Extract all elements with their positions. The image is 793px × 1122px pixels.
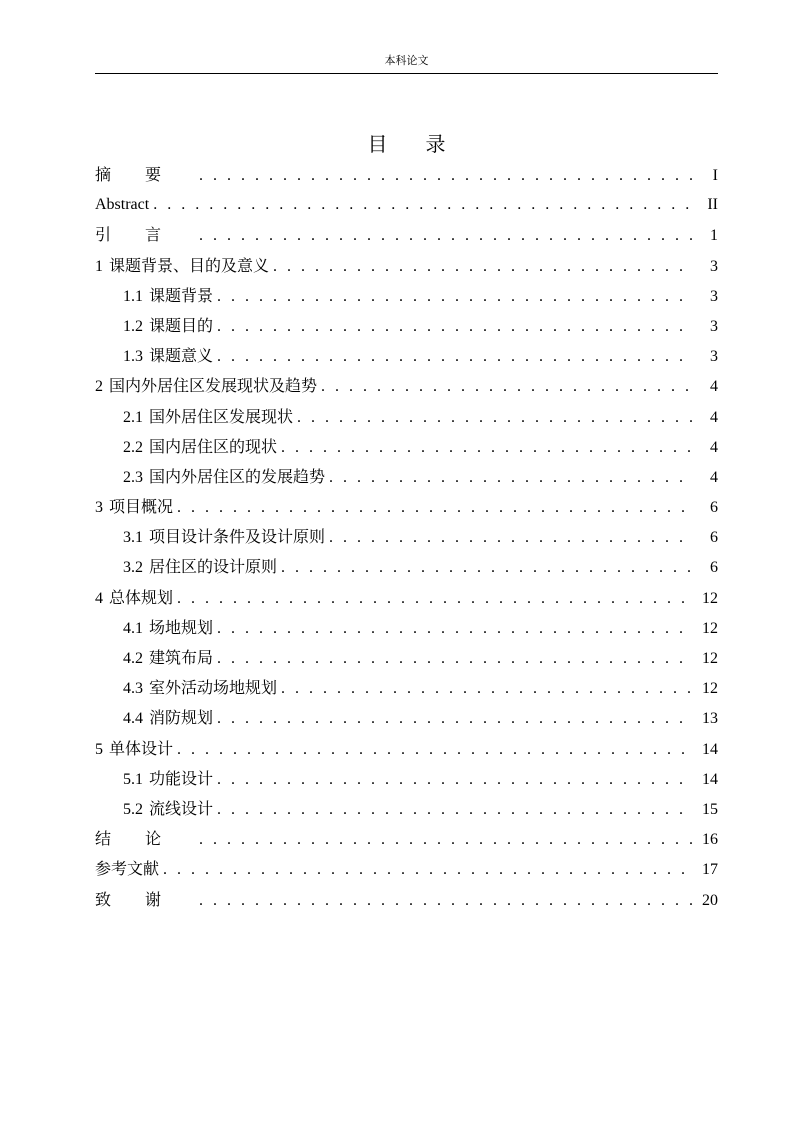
toc-entry-page-number: 4 xyxy=(710,438,718,456)
toc-entry-number: 4.4 xyxy=(123,710,143,728)
toc-entry-title xyxy=(95,160,195,190)
toc-entry-title xyxy=(95,220,195,250)
toc-entry-title xyxy=(123,552,277,583)
toc-entry-label: 居住区的设计原则 xyxy=(149,557,278,577)
dot-leader xyxy=(217,342,694,372)
toc-entry-number: 1.1 xyxy=(123,287,143,305)
toc-entry[interactable] xyxy=(95,673,718,703)
toc-entry-page-number: 14 xyxy=(702,740,718,758)
toc-entry-page-number: 14 xyxy=(702,770,718,788)
toc-entry[interactable] xyxy=(95,794,718,824)
toc-entry-number: 3.1 xyxy=(123,529,143,547)
toc-entry-label: 课题意义 xyxy=(149,346,214,366)
toc-entry[interactable] xyxy=(95,160,718,190)
toc-entry-title xyxy=(95,734,173,765)
dot-leader xyxy=(199,825,694,855)
toc-entry-page-number: 4 xyxy=(710,378,718,396)
toc-entry-page-number: 4 xyxy=(710,408,718,426)
toc-entry-title xyxy=(95,371,317,402)
toc-entry-title xyxy=(123,673,277,704)
toc-entry-label: 国外居住区发展现状 xyxy=(149,406,294,426)
toc-entry-label: 国内外居住区的发展趋势 xyxy=(149,466,326,486)
toc-entry-number: 4.3 xyxy=(123,680,143,698)
toc-entry-title xyxy=(95,190,149,220)
toc-entry-number: 2 xyxy=(95,378,103,396)
toc-entry-label: 摘要 xyxy=(95,165,196,184)
dot-leader xyxy=(217,282,694,312)
toc-entry[interactable] xyxy=(95,824,718,854)
toc-entry[interactable] xyxy=(95,281,718,311)
toc-entry-page-number: I xyxy=(712,167,718,184)
toc-entry-page-number: 12 xyxy=(702,619,718,637)
toc-entry-title xyxy=(95,824,195,854)
dot-leader xyxy=(177,584,694,614)
toc-title: 目录 xyxy=(367,132,484,156)
dot-leader xyxy=(163,855,694,885)
toc-entry[interactable] xyxy=(95,432,718,462)
toc-entry-title xyxy=(123,522,325,553)
toc-entry-page-number: 12 xyxy=(702,680,718,698)
toc-entry[interactable] xyxy=(95,462,718,492)
toc-entry[interactable] xyxy=(95,703,718,733)
dot-leader xyxy=(199,161,694,191)
toc-entry-number: 3.2 xyxy=(123,559,143,577)
toc-entry-title xyxy=(123,402,293,433)
toc-list xyxy=(95,160,718,915)
toc-entry-number: 1.2 xyxy=(123,317,143,335)
toc-entry-title xyxy=(95,492,173,523)
toc-entry[interactable] xyxy=(95,251,718,281)
dot-leader xyxy=(281,674,694,704)
dot-leader xyxy=(273,252,694,282)
toc-entry[interactable] xyxy=(95,764,718,794)
toc-entry-label: 总体规划 xyxy=(109,587,174,607)
toc-entry[interactable] xyxy=(95,583,718,613)
toc-entry-number: 2.1 xyxy=(123,408,143,426)
toc-entry-page-number: 6 xyxy=(710,529,718,547)
dot-leader xyxy=(281,433,694,463)
toc-entry-title xyxy=(123,281,213,312)
dot-leader xyxy=(217,614,694,644)
toc-entry-title xyxy=(123,432,277,463)
dot-leader xyxy=(177,493,694,523)
toc-entry-number: 5 xyxy=(95,740,103,758)
toc-entry[interactable] xyxy=(95,402,718,432)
toc-entry-number: 2.3 xyxy=(123,468,143,486)
toc-entry[interactable] xyxy=(95,371,718,401)
toc-entry-page-number: 6 xyxy=(710,559,718,577)
toc-entry-label: 引言 xyxy=(95,225,196,245)
toc-entry-title xyxy=(123,613,213,644)
toc-entry[interactable] xyxy=(95,885,718,915)
toc-entry-number: 3 xyxy=(95,499,103,517)
page-header: 本科论文 xyxy=(384,54,429,67)
dot-leader xyxy=(329,523,694,553)
toc-entry-page-number: 3 xyxy=(710,287,718,305)
toc-entry-label: 课题背景 xyxy=(149,285,214,305)
toc-entry-label: 致谢 xyxy=(95,889,196,909)
toc-entry-label: 室外活动场地规划 xyxy=(149,678,278,698)
toc-entry[interactable] xyxy=(95,613,718,643)
dot-leader xyxy=(281,553,694,583)
toc-entry[interactable] xyxy=(95,854,718,884)
dot-leader xyxy=(321,372,694,402)
toc-entry-label: 单体设计 xyxy=(109,738,174,758)
toc-entry-label: 项目设计条件及设计原则 xyxy=(149,527,326,547)
toc-entry-number: 1.3 xyxy=(123,348,143,366)
toc-entry-page-number: II xyxy=(707,196,718,214)
toc-entry[interactable] xyxy=(95,341,718,371)
toc-entry-page-number: 20 xyxy=(702,891,718,909)
toc-entry[interactable] xyxy=(95,734,718,764)
toc-entry-label: 消防规划 xyxy=(149,708,214,728)
toc-entry-title xyxy=(123,311,213,342)
toc-entry-page-number: 17 xyxy=(702,861,718,879)
toc-entry-label: 项目概况 xyxy=(109,497,174,517)
dot-leader xyxy=(217,704,694,734)
toc-entry-title xyxy=(95,251,269,282)
toc-entry[interactable] xyxy=(95,522,718,552)
dot-leader xyxy=(217,765,694,795)
toc-entry-page-number: 12 xyxy=(702,589,718,607)
toc-entry-title xyxy=(95,854,159,884)
toc-entry-label: 建筑布局 xyxy=(149,648,214,667)
toc-entry-title xyxy=(123,643,213,674)
toc-entry-label: 国内外居住区发展现状及趋势 xyxy=(109,376,318,396)
dot-leader xyxy=(329,463,694,493)
toc-entry-label: 流线设计 xyxy=(149,798,214,818)
toc-entry-page-number: 4 xyxy=(710,468,718,486)
toc-entry-page-number: 16 xyxy=(702,831,718,849)
toc-entry-page-number: 3 xyxy=(710,257,718,275)
toc-entry-label: 场地规划 xyxy=(149,617,214,637)
toc-entry-number: 4.2 xyxy=(123,650,143,667)
toc-entry-title xyxy=(123,764,213,795)
toc-entry-number: 4.1 xyxy=(123,619,143,637)
toc-entry[interactable] xyxy=(95,311,718,341)
dot-leader xyxy=(153,190,694,220)
header-divider xyxy=(95,73,718,74)
toc-entry-title xyxy=(123,341,213,372)
toc-entry-page-number: 12 xyxy=(702,650,718,667)
toc-entry-title xyxy=(95,885,195,915)
toc-entry[interactable] xyxy=(95,552,718,582)
dot-leader xyxy=(177,735,694,765)
toc-entry-title xyxy=(123,462,325,493)
toc-entry-label: 课题目的 xyxy=(149,315,214,335)
toc-entry[interactable] xyxy=(95,220,718,250)
dot-leader xyxy=(217,644,694,674)
toc-entry-title xyxy=(123,703,213,734)
toc-entry-title xyxy=(95,583,173,614)
toc-entry-page-number: 13 xyxy=(702,710,718,728)
toc-entry-page-number: 6 xyxy=(710,499,718,517)
toc-entry[interactable] xyxy=(95,190,718,220)
toc-entry-page-number: 1 xyxy=(710,227,718,245)
dot-leader xyxy=(297,403,694,433)
dot-leader xyxy=(217,795,694,825)
toc-entry-number: 5.2 xyxy=(123,800,143,818)
toc-entry-label: 课题背景、目的及意义 xyxy=(109,255,270,275)
dot-leader xyxy=(217,312,694,342)
toc-entry-label: Abstract xyxy=(95,196,150,214)
toc-entry-number: 4 xyxy=(95,589,103,607)
toc-entry[interactable] xyxy=(95,492,718,522)
toc-entry-page-number: 3 xyxy=(710,317,718,335)
toc-entry-number: 1 xyxy=(95,257,103,275)
toc-entry-label: 参考文献 xyxy=(95,859,160,879)
toc-entry-page-number: 15 xyxy=(702,800,718,818)
toc-entry-label: 结论 xyxy=(95,829,196,849)
toc-entry-title xyxy=(123,794,213,825)
toc-entry-number: 2.2 xyxy=(123,438,143,456)
dot-leader xyxy=(199,221,694,251)
toc-entry-label: 功能设计 xyxy=(149,768,214,788)
toc-entry-label: 国内居住区的现状 xyxy=(149,436,278,456)
toc-entry[interactable] xyxy=(95,643,718,673)
dot-leader xyxy=(199,886,694,916)
toc-entry-number: 5.1 xyxy=(123,770,143,788)
toc-entry-page-number: 3 xyxy=(710,348,718,366)
